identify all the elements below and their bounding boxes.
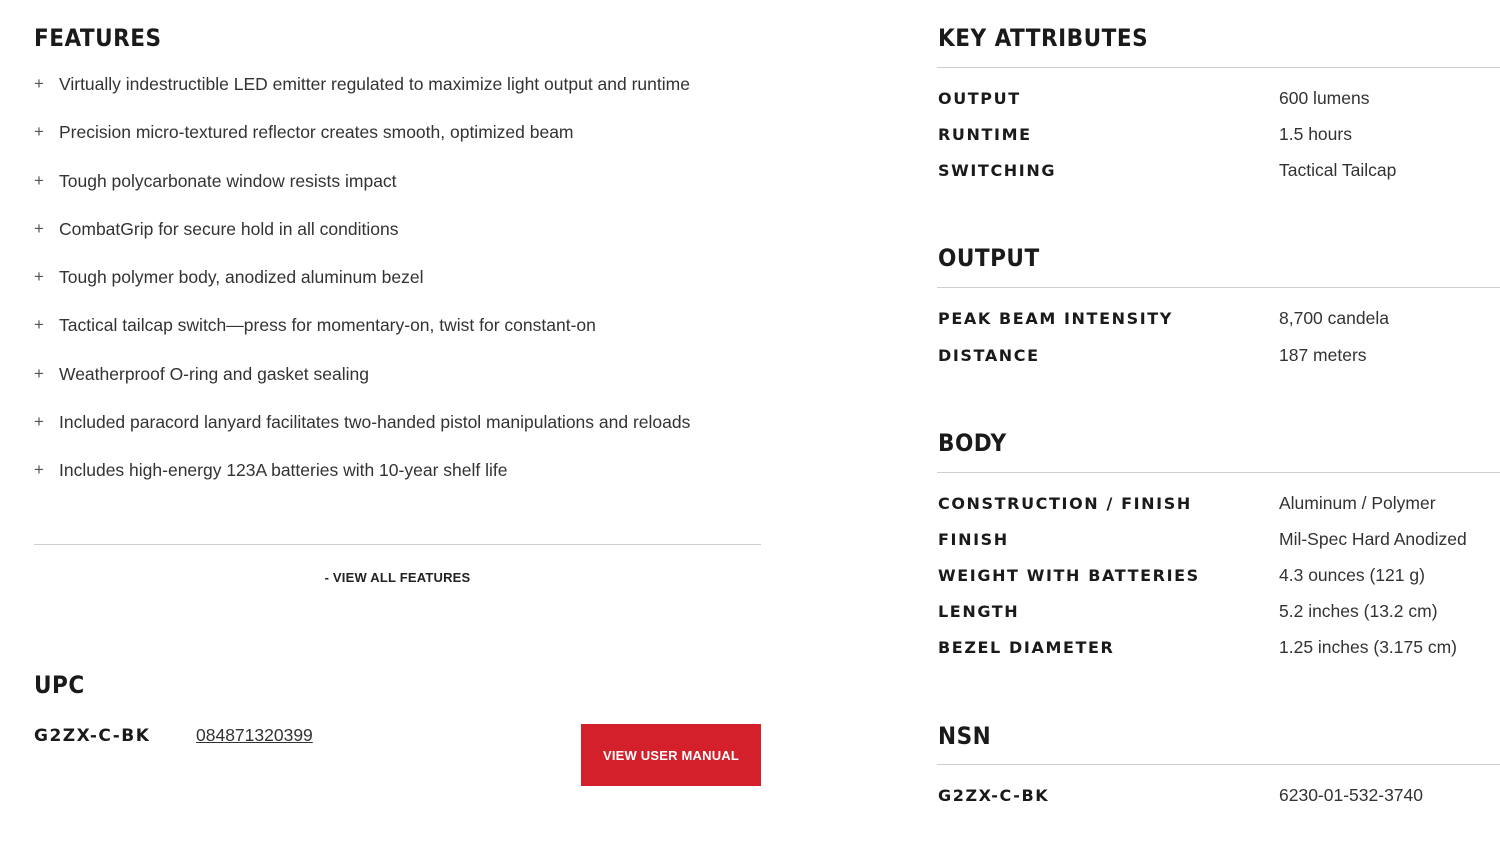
key-attributes-divider [937, 67, 1500, 68]
upc-sku: G2ZX-C-BK [34, 726, 151, 746]
view-all-features-link[interactable]: - VIEW ALL FEATURES [324, 570, 471, 585]
feature-text: CombatGrip for secure hold in all conditions [59, 218, 399, 239]
features-list [34, 72, 794, 507]
attr-label: PEAK BEAM INTENSITY [938, 309, 1173, 328]
attr-label: G2ZX-C-BK [938, 786, 1050, 805]
attr-value: 5.2 inches (13.2 cm) [1279, 601, 1438, 621]
output-divider [937, 287, 1500, 288]
attr-value: 4.3 ounces (121 g) [1279, 565, 1425, 585]
feature-text: Includes high-energy 123A batteries with 10-year shelf life [59, 460, 508, 481]
plus-icon: + [34, 460, 44, 480]
plus-icon: + [34, 267, 44, 287]
attr-value: 6230-01-532-3740 [1279, 785, 1424, 805]
attr-value: Tactical Tailcap [1279, 160, 1397, 180]
plus-icon: + [34, 363, 44, 383]
feature-item [34, 313, 794, 361]
feature-text: Tough polymer body, anodized aluminum bezel [59, 267, 424, 288]
feature-item [34, 362, 794, 410]
body-heading: BODY [938, 429, 1007, 457]
attr-value: 187 meters [1279, 345, 1367, 365]
plus-icon: + [34, 412, 44, 432]
attr-value: 1.25 inches (3.175 cm) [1279, 637, 1458, 657]
upc-heading: UPC [34, 671, 85, 699]
feature-item [34, 72, 794, 120]
attr-value: 1.5 hours [1279, 124, 1352, 144]
feature-text: Precision micro-textured reflector creates smooth, optimized beam [59, 122, 574, 143]
nsn-heading: NSN [938, 722, 992, 750]
plus-icon: + [34, 218, 44, 238]
attr-value: 600 lumens [1279, 88, 1370, 108]
feature-text: Tough polycarbonate window resists impact [59, 170, 397, 191]
attr-value: Mil-Spec Hard Anodized [1279, 529, 1467, 549]
plus-icon: + [34, 170, 44, 190]
attr-label: DISTANCE [938, 346, 1040, 365]
feature-item [34, 217, 794, 265]
body-divider [937, 472, 1500, 473]
attr-value: 8,700 candela [1279, 308, 1389, 328]
attr-label: SWITCHING [938, 161, 1057, 180]
feature-text: Weatherproof O-ring and gasket sealing [59, 363, 369, 384]
attr-label: FINISH [938, 530, 1009, 549]
attr-label: OUTPUT [938, 89, 1021, 108]
plus-icon: + [34, 122, 44, 142]
view-user-manual-button[interactable]: VIEW USER MANUAL [581, 724, 761, 786]
key-attributes-heading: KEY ATTRIBUTES [938, 24, 1149, 52]
plus-icon: + [34, 315, 44, 335]
feature-text: Included paracord lanyard facilitates two-handed pistol manipulations and reloads [59, 412, 691, 433]
attr-label: CONSTRUCTION / FINISH [938, 494, 1192, 513]
attr-label: WEIGHT WITH BATTERIES [938, 566, 1200, 585]
attr-label: BEZEL DIAMETER [938, 638, 1115, 657]
features-heading: FEATURES [34, 24, 162, 52]
feature-text: Virtually indestructible LED emitter regulated to maximize light output and runtime [59, 74, 690, 94]
attr-value: Aluminum / Polymer [1279, 493, 1436, 513]
feature-item [34, 120, 794, 168]
feature-item [34, 169, 794, 217]
output-heading: OUTPUT [938, 244, 1040, 272]
nsn-divider [937, 764, 1500, 765]
feature-text: Tactical tailcap switch—press for momentary-on, twist for constant-on [59, 315, 596, 336]
plus-icon: + [34, 74, 44, 93]
feature-item [34, 458, 794, 506]
feature-item [34, 410, 794, 458]
features-divider [34, 544, 761, 545]
attr-label: LENGTH [938, 602, 1020, 621]
attr-label: RUNTIME [938, 125, 1032, 144]
feature-item [34, 265, 794, 313]
upc-code-link[interactable]: 084871320399 [196, 725, 313, 745]
